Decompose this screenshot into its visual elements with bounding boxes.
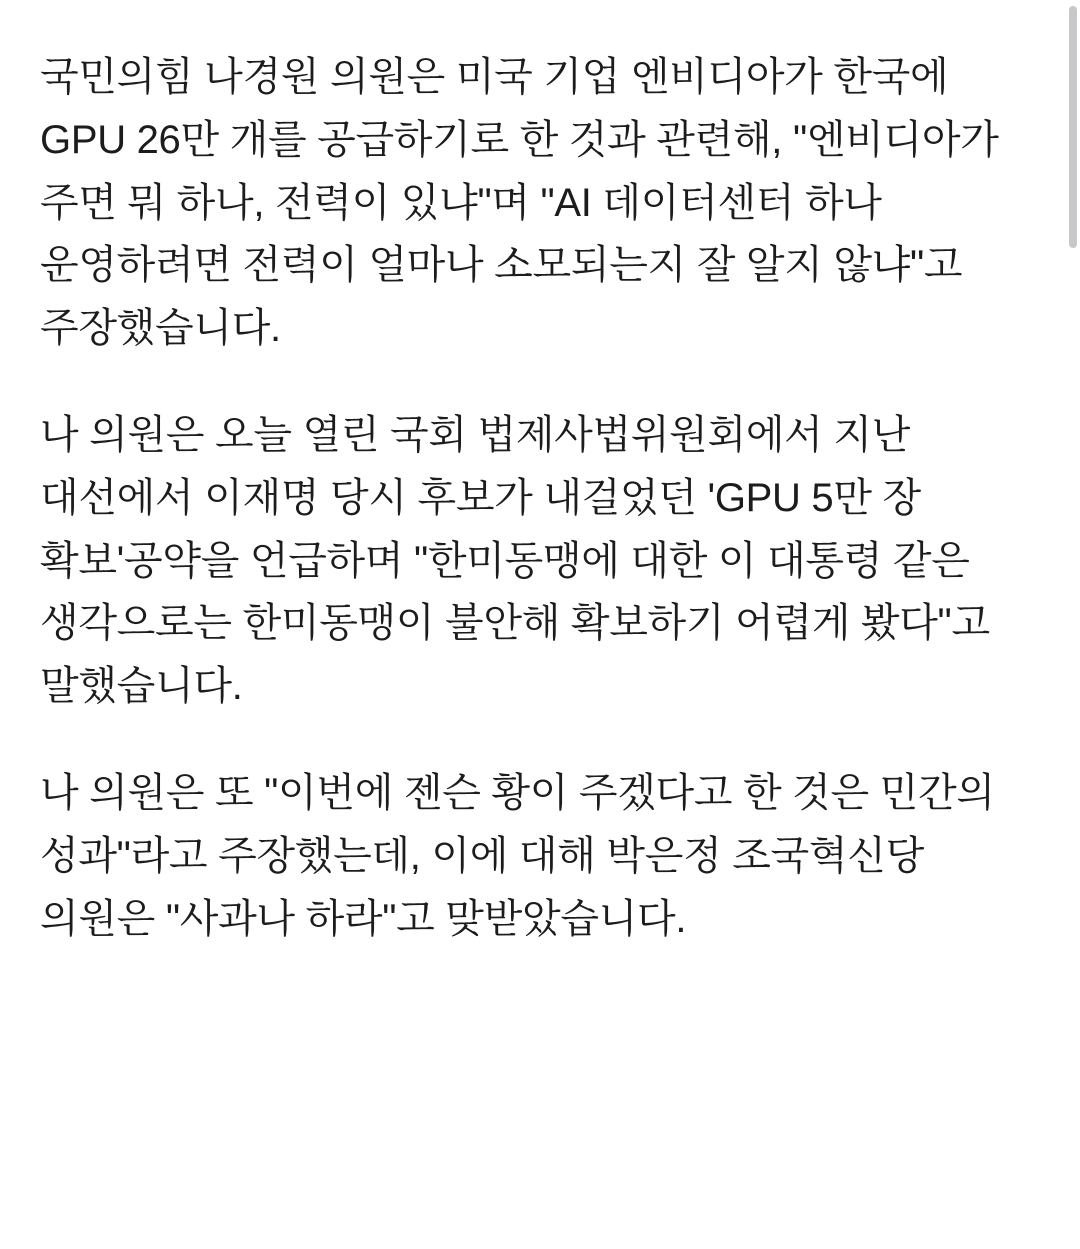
- article-body: [40, 46, 1040, 950]
- vertical-scrollbar[interactable]: [1064, 0, 1080, 1249]
- article-paragraph-1: 국민의힘 나경원 의원은 미국 기업 엔비디아가 한국에 GPU 26만 개를 공급하기로 한 것과 관련해, "엔비디아가 주면 뭐 하나, 전력이 있냐"며 "AI 데이터센터 하나 운영하려면 전력이 얼마나 소모되는지 잘 알지 않냐"고 주장했습니다.: [40, 55, 999, 351]
- article-paragraph-3: 나 의원은 또 "이번에 젠슨 황이 주겠다고 한 것은 민간의 성과"라고 주장했는데, 이에 대해 박은정 조국혁신당 의원은 "사과나 하라"고 맞받았습니다.: [40, 770, 995, 941]
- article-paragraph-2: 나 의원은 오늘 열린 국회 법제사법위원회에서 지난 대선에서 이재명 당시 후보가 내걸었던 'GPU 5만 장 확보'공약을 언급하며 "한미동맹에 대한 이 대통령 같은 생각으로는 한미동맹이 불안해 확보하기 어렵게 봤다"고 말했습니다.: [40, 412, 990, 709]
- scrollbar-thumb[interactable]: [1069, 6, 1077, 248]
